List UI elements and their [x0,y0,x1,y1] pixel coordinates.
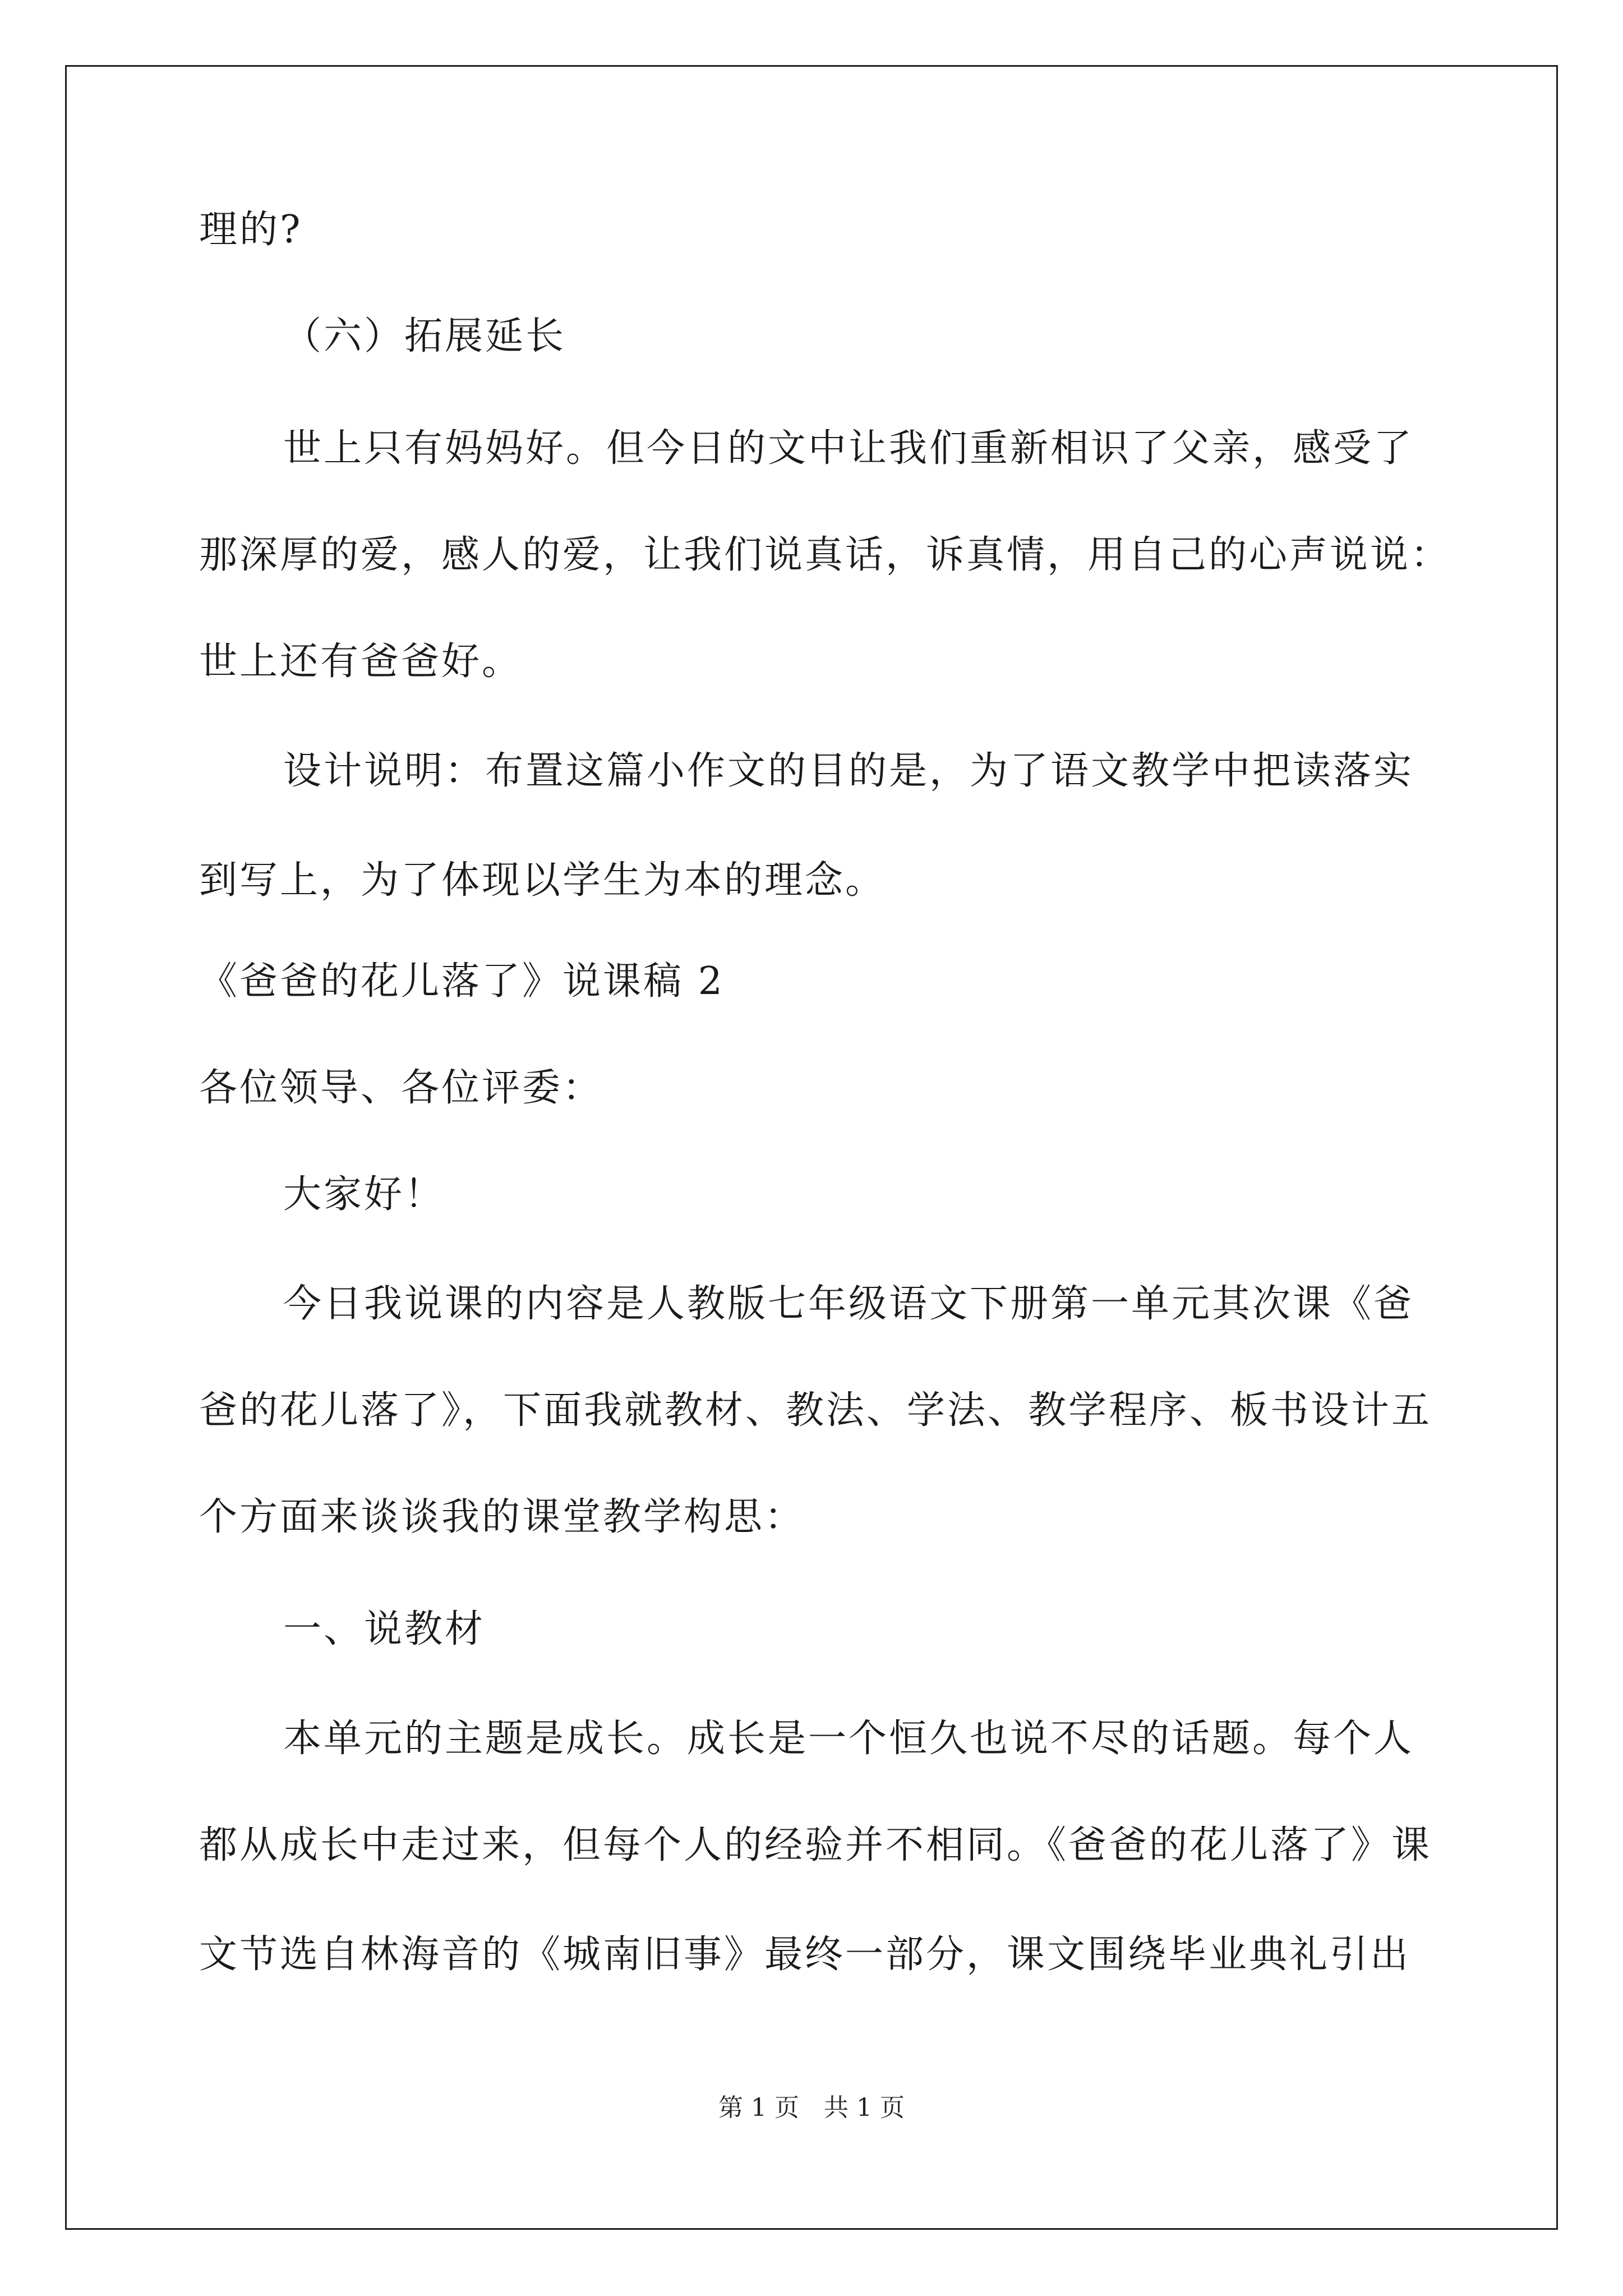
text-line: 设计说明：布置这篇小作文的目的是，为了语文教学中把读落实 [283,749,1414,793]
text-line: 爸的花儿落了》，下面我就教材、教法、学法、教学程序、板书设计五 [199,1388,1432,1433]
text-line: 文节选自林海音的《城南旧事》最终一部分，课文围绕毕业典礼引出 [199,1932,1411,1977]
text-line: 那深厚的爱，感人的爱，让我们说真话，诉真情，用自己的心声说说： [199,533,1451,577]
salutation: 各位领导、各位评委： [199,1066,603,1110]
text-line: 理的? [199,208,303,252]
document-title: 《爸爸的花儿落了》说课稿 2 [199,959,725,1004]
text-line: 本单元的主题是成长。成长是一个恒久也说不尽的话题。每个人 [283,1717,1414,1761]
text-line: 世上还有爸爸好。 [199,639,523,684]
page-number: 第 1 页 共 1 页 [718,2093,905,2122]
section-heading: （六）拓展延长 [283,314,566,358]
text-line: 都从成长中走过来，但每个人的经验并不相同。《爸爸的花儿落了》课 [199,1823,1432,1867]
text-line: 世上只有妈妈好。但今日的文中让我们重新相识了父亲，感受了 [283,426,1414,471]
section-heading: 一、说教材 [283,1607,486,1651]
text-line: 今日我说课的内容是人教版七年级语文下册第一单元其次课《爸 [283,1282,1414,1326]
greeting: 大家好！ [283,1172,445,1217]
text-line: 个方面来谈谈我的课堂教学构思： [199,1495,805,1539]
page-border [65,65,1558,2230]
text-line: 到写上，为了体现以学生为本的理念。 [199,858,886,903]
